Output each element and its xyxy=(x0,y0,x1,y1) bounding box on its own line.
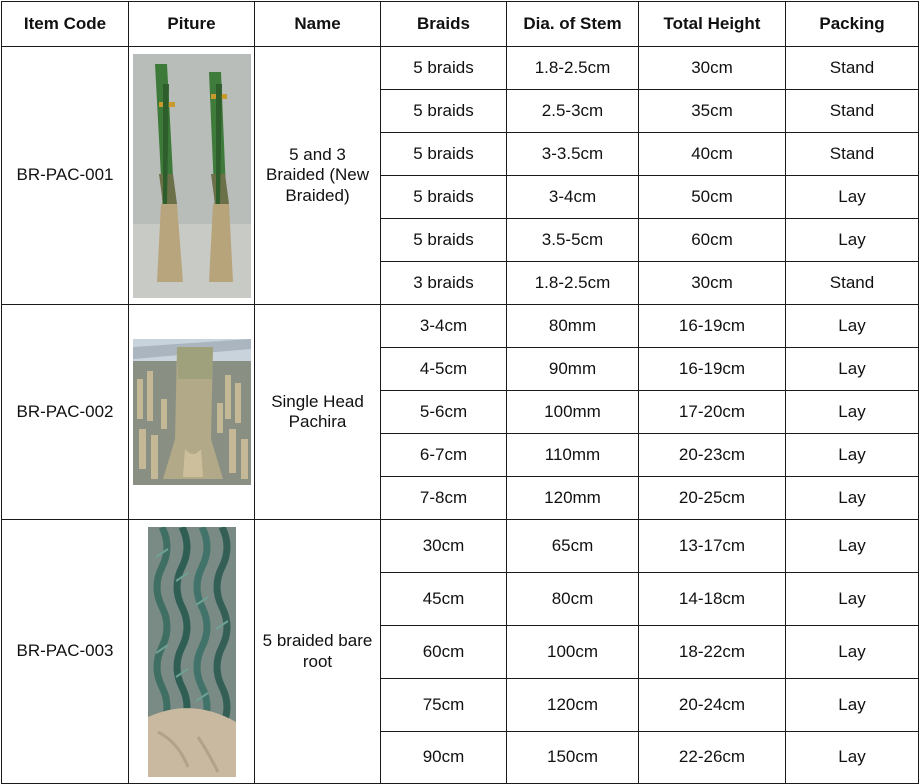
braids-cell: 3-4cm xyxy=(381,305,507,348)
total-height-cell: 16-19cm xyxy=(639,348,786,391)
table-row xyxy=(2,520,919,573)
packing-cell: Lay xyxy=(786,520,919,573)
header-name: Name xyxy=(255,2,381,47)
stem-dia-cell: 80mm xyxy=(507,305,639,348)
braids-cell: 7-8cm xyxy=(381,477,507,520)
picture-cell xyxy=(129,520,255,784)
item-code-cell: BR-PAC-001 xyxy=(2,47,129,305)
table-row xyxy=(2,47,919,90)
stem-dia-cell: 3-3.5cm xyxy=(507,133,639,176)
header-item-code: Item Code xyxy=(2,2,129,47)
total-height-cell: 13-17cm xyxy=(639,520,786,573)
total-height-cell: 35cm xyxy=(639,90,786,133)
header-packing: Packing xyxy=(786,2,919,47)
total-height-cell: 30cm xyxy=(639,262,786,305)
total-height-cell: 50cm xyxy=(639,176,786,219)
item-name-cell: 5 braided bare root xyxy=(255,520,381,784)
stem-dia-cell: 110mm xyxy=(507,434,639,477)
total-height-cell: 60cm xyxy=(639,219,786,262)
stem-dia-cell: 3.5-5cm xyxy=(507,219,639,262)
stem-dia-cell: 100cm xyxy=(507,626,639,679)
braids-cell: 5-6cm xyxy=(381,391,507,434)
braids-cell: 5 braids xyxy=(381,219,507,262)
stem-dia-cell: 1.8-2.5cm xyxy=(507,262,639,305)
packing-cell: Stand xyxy=(786,133,919,176)
braids-cell: 90cm xyxy=(381,732,507,784)
packing-cell: Stand xyxy=(786,262,919,305)
stem-dia-cell: 65cm xyxy=(507,520,639,573)
stem-dia-cell: 3-4cm xyxy=(507,176,639,219)
header-row xyxy=(2,2,919,47)
packing-cell: Lay xyxy=(786,477,919,520)
item-code-cell: BR-PAC-002 xyxy=(2,305,129,520)
packing-cell: Lay xyxy=(786,176,919,219)
total-height-cell: 17-20cm xyxy=(639,391,786,434)
braids-cell: 60cm xyxy=(381,626,507,679)
packing-cell: Lay xyxy=(786,391,919,434)
stem-dia-cell: 100mm xyxy=(507,391,639,434)
stem-dia-cell: 120cm xyxy=(507,679,639,732)
total-height-cell: 20-25cm xyxy=(639,477,786,520)
total-height-cell: 16-19cm xyxy=(639,305,786,348)
stem-dia-cell: 80cm xyxy=(507,573,639,626)
item-name-cell: 5 and 3 Braided (New Braided) xyxy=(255,47,381,305)
stem-dia-cell: 90mm xyxy=(507,348,639,391)
stem-dia-cell: 1.8-2.5cm xyxy=(507,47,639,90)
packing-cell: Lay xyxy=(786,348,919,391)
total-height-cell: 22-26cm xyxy=(639,732,786,784)
table-row xyxy=(2,305,919,348)
item-code-cell: BR-PAC-003 xyxy=(2,520,129,784)
braided-bare-root-photo-icon xyxy=(148,527,236,777)
item-name-cell: Single Head Pachira xyxy=(255,305,381,520)
braids-cell: 4-5cm xyxy=(381,348,507,391)
packing-cell: Lay xyxy=(786,573,919,626)
header-dia-of-stem: Dia. of Stem xyxy=(507,2,639,47)
packing-cell: Stand xyxy=(786,90,919,133)
packing-cell: Lay xyxy=(786,626,919,679)
stem-dia-cell: 120mm xyxy=(507,477,639,520)
braids-cell: 5 braids xyxy=(381,90,507,133)
header-total-height: Total Height xyxy=(639,2,786,47)
packing-cell: Lay xyxy=(786,434,919,477)
picture-cell xyxy=(129,305,255,520)
total-height-cell: 20-23cm xyxy=(639,434,786,477)
packing-cell: Lay xyxy=(786,679,919,732)
total-height-cell: 30cm xyxy=(639,47,786,90)
total-height-cell: 18-22cm xyxy=(639,626,786,679)
braids-cell: 30cm xyxy=(381,520,507,573)
packing-cell: Lay xyxy=(786,732,919,784)
header-picture: Piture xyxy=(129,2,255,47)
packing-cell: Lay xyxy=(786,219,919,262)
total-height-cell: 40cm xyxy=(639,133,786,176)
braids-cell: 5 braids xyxy=(381,176,507,219)
total-height-cell: 20-24cm xyxy=(639,679,786,732)
braided-pachira-bundles-photo-icon xyxy=(133,54,251,298)
packing-cell: Stand xyxy=(786,47,919,90)
braids-cell: 45cm xyxy=(381,573,507,626)
picture-cell xyxy=(129,47,255,305)
braids-cell: 6-7cm xyxy=(381,434,507,477)
stem-dia-cell: 150cm xyxy=(507,732,639,784)
stem-dia-cell: 2.5-3cm xyxy=(507,90,639,133)
packing-cell: Lay xyxy=(786,305,919,348)
braids-cell: 5 braids xyxy=(381,47,507,90)
braids-cell: 3 braids xyxy=(381,262,507,305)
header-braids: Braids xyxy=(381,2,507,47)
braids-cell: 75cm xyxy=(381,679,507,732)
single-head-pachira-photo-icon xyxy=(133,339,251,485)
braids-cell: 5 braids xyxy=(381,133,507,176)
product-spec-table xyxy=(1,1,919,784)
total-height-cell: 14-18cm xyxy=(639,573,786,626)
